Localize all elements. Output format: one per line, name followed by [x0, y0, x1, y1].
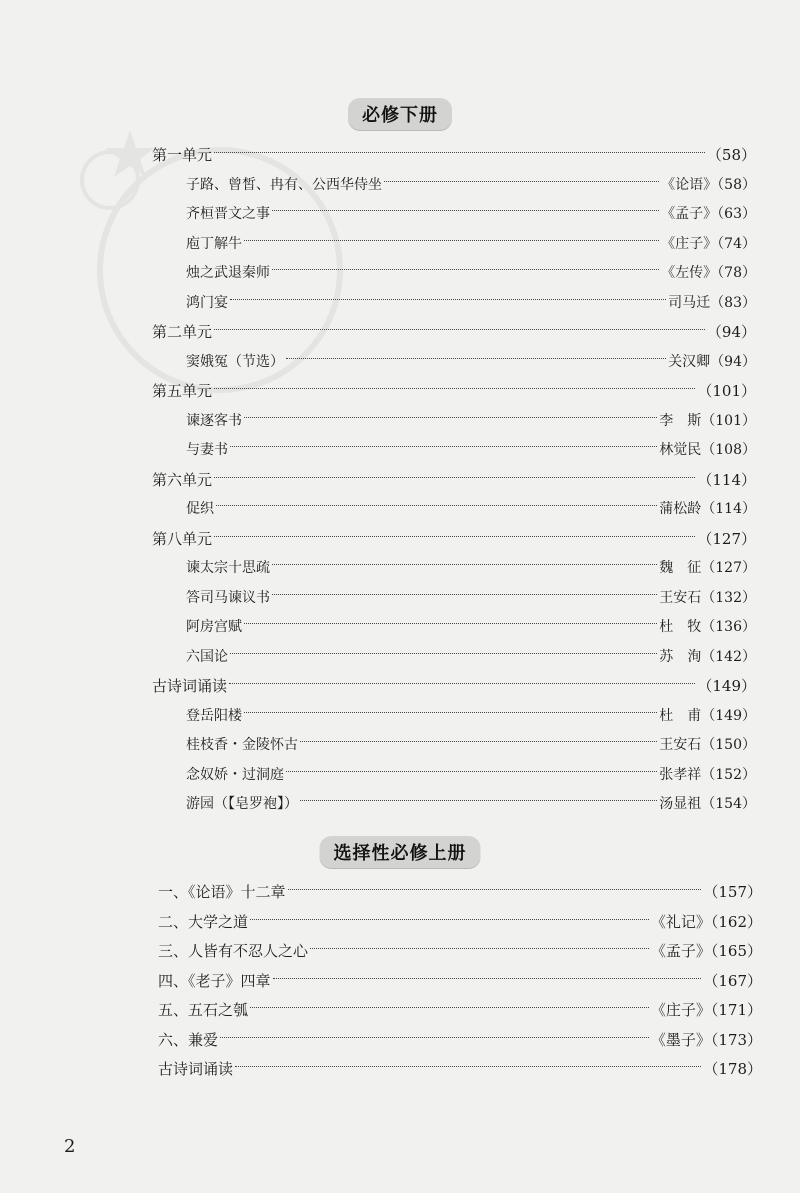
toc-entry-source: 王安石	[659, 737, 702, 753]
toc-entry-row[interactable]	[186, 260, 756, 286]
toc-entry-title: 六、兼爱	[158, 1030, 219, 1049]
toc-entry-title: 与妻书	[186, 442, 228, 458]
toc-entry-title: 第二单元	[152, 323, 213, 341]
dot-leader	[214, 477, 695, 478]
toc-entry-row[interactable]	[158, 1056, 762, 1082]
toc-entry-page: （83）	[710, 294, 756, 311]
toc-entry-title: 第一单元	[152, 146, 213, 164]
toc-entry-source: 《礼记》	[650, 912, 711, 931]
dot-leader	[235, 1066, 701, 1067]
toc-entry-page: （108）	[701, 442, 756, 458]
dot-leader	[244, 417, 657, 418]
toc-entry-title: 一、《论语》十二章	[158, 883, 286, 901]
toc-entry-row[interactable]	[186, 644, 756, 670]
toc-entry-trail	[659, 585, 756, 611]
toc-entry-source: 关汉卿	[668, 353, 711, 370]
toc-entry-source: 魏 征	[659, 560, 702, 576]
dot-leader	[286, 771, 657, 772]
toc-entry-page: （150）	[701, 737, 756, 753]
toc-entry-page: （78）	[717, 265, 756, 281]
toc-entry-trail	[659, 496, 756, 522]
toc-entry-page: （154）	[701, 796, 756, 812]
toc-entry-source: 《左传》	[661, 265, 718, 281]
dot-leader	[286, 358, 666, 359]
toc-entry-title: 子路、曾皙、冉有、公西华侍坐	[186, 176, 382, 193]
toc-entry-page: （157）	[703, 883, 762, 901]
toc-entry-page: （58）	[706, 146, 756, 164]
toc-entry-title: 桂枝香・金陵怀古	[186, 737, 298, 753]
dot-leader	[229, 683, 695, 684]
toc-entry-trail	[707, 142, 756, 168]
toc-entry-trail	[661, 201, 756, 227]
dot-leader	[244, 623, 657, 624]
dot-leader	[230, 446, 657, 447]
toc-entry-page: （136）	[701, 619, 756, 635]
toc-entry-trail	[651, 909, 762, 935]
toc-entry-title: 庖丁解牛	[186, 235, 242, 252]
toc-entry-row[interactable]	[186, 231, 756, 257]
toc-entry-trail	[697, 467, 756, 493]
dot-leader	[310, 948, 649, 949]
toc-entry-title: 三、人皆有不忍人之心	[158, 942, 309, 960]
toc-entry-trail	[703, 879, 762, 905]
toc-entry-row[interactable]	[186, 614, 756, 640]
toc-entry-row[interactable]	[158, 909, 762, 935]
toc-entry-source: 李 斯	[659, 412, 702, 429]
toc-entry-row[interactable]	[186, 732, 756, 758]
dot-leader	[214, 329, 705, 330]
toc-entry-row[interactable]	[158, 1027, 762, 1053]
toc-entry-title: 窦娥冤（节选）	[186, 353, 284, 370]
toc-entry-title: 谏逐客书	[186, 412, 242, 429]
dot-leader	[214, 536, 695, 537]
toc-entry-trail	[707, 319, 756, 345]
toc-entry-trail	[659, 791, 756, 817]
dot-leader	[244, 712, 657, 713]
toc-entry-title: 谏太宗十思疏	[186, 560, 270, 576]
dot-leader	[250, 919, 649, 920]
toc-entry-page: （74）	[717, 235, 756, 252]
toc-unit-row[interactable]	[152, 526, 756, 552]
dot-leader	[216, 505, 657, 506]
toc-unit-row[interactable]	[152, 378, 756, 404]
toc-entry-title: 第六单元	[152, 470, 213, 489]
toc-entry-source: 《墨子》	[650, 1030, 711, 1049]
toc-entry-title: 答司马谏议书	[186, 589, 270, 606]
toc-entry-row[interactable]	[158, 997, 762, 1023]
toc-entry-page: （127）	[697, 529, 756, 548]
toc-entry-title: 四、《老子》四章	[158, 971, 271, 990]
toc-entry-source: 《庄子》	[661, 235, 718, 252]
toc-entry-page: （94）	[710, 353, 756, 370]
page-number: 2	[64, 1136, 76, 1157]
toc-unit-row[interactable]	[152, 142, 756, 168]
toc-entry-trail	[651, 1027, 762, 1053]
toc-entry-page: （101）	[701, 412, 756, 429]
toc-entry-row[interactable]	[186, 408, 756, 434]
toc-entry-trail	[661, 260, 756, 286]
toc-entry-page: （171）	[710, 1001, 762, 1019]
dot-leader	[288, 889, 702, 890]
toc-entry-page: （152）	[701, 766, 756, 783]
toc-entry-source: 《论语》	[661, 176, 718, 193]
toc-entry-row[interactable]	[158, 968, 762, 994]
toc-entry-title: 二、大学之道	[158, 912, 249, 931]
dot-leader	[244, 240, 659, 241]
toc-entry-row[interactable]	[186, 703, 756, 729]
toc-entry-row[interactable]	[186, 496, 756, 522]
dot-leader	[214, 152, 705, 153]
toc-entry-trail	[661, 172, 756, 198]
toc-entry-trail	[659, 762, 756, 788]
toc-entry-page: （58）	[717, 176, 756, 193]
toc-entry-title: 第八单元	[152, 529, 213, 548]
toc-entry-title: 古诗词诵读	[158, 1060, 234, 1078]
toc-entry-page: （165）	[710, 942, 762, 960]
toc-entry-trail	[659, 614, 756, 640]
section-title-bixiu-xiace: 必修下册	[348, 98, 452, 130]
toc-entry-source: 司马迁	[668, 294, 711, 311]
dot-leader	[230, 653, 657, 654]
toc-entry-row[interactable]	[186, 290, 756, 316]
toc-entry-row[interactable]	[186, 555, 756, 581]
toc-entry-source: 林觉民	[659, 442, 702, 458]
toc-entry-title: 五、五石之瓠	[158, 1001, 249, 1019]
toc-entry-page: （114）	[701, 501, 756, 517]
toc-entry-page: （167）	[703, 971, 762, 990]
toc-entry-source: 杜 牧	[659, 619, 702, 635]
dot-leader	[220, 1037, 649, 1038]
toc-entry-trail	[697, 378, 756, 404]
toc-entry-trail	[668, 290, 756, 316]
dot-leader	[272, 269, 659, 270]
toc-entry-trail	[659, 703, 756, 729]
section-title-xuanze-shangce: 选择性必修上册	[320, 836, 481, 868]
dot-leader	[272, 594, 657, 595]
toc-entry-trail	[668, 349, 756, 375]
toc-entry-source: 杜 甫	[659, 707, 702, 724]
toc-entry-title: 烛之武退秦师	[186, 265, 270, 281]
toc-entry-trail	[703, 1056, 762, 1082]
toc-entry-row[interactable]	[186, 201, 756, 227]
toc-entry-source: 张孝祥	[659, 766, 702, 783]
toc-entry-trail	[659, 732, 756, 758]
toc-entry-page: （173）	[710, 1030, 762, 1049]
toc-entry-title: 鸿门宴	[186, 294, 228, 311]
toc-entry-source: 《孟子》	[661, 206, 718, 222]
toc-entry-row[interactable]	[186, 172, 756, 198]
toc-entry-page: （127）	[701, 560, 756, 576]
dot-leader	[384, 181, 659, 182]
toc-entry-row[interactable]	[186, 791, 756, 817]
dot-leader	[272, 210, 659, 211]
toc-entry-source: 《孟子》	[650, 942, 711, 960]
toc-entry-source: 苏 洵	[659, 648, 702, 665]
toc-entry-row[interactable]	[158, 938, 762, 964]
toc-entry-trail	[661, 231, 756, 257]
toc-entry-trail	[697, 673, 756, 699]
toc-entry-title: 第五单元	[152, 382, 213, 400]
toc-entry-page: （162）	[710, 912, 762, 931]
toc-entry-page: （178）	[703, 1060, 762, 1078]
toc-entry-source: 《庄子》	[650, 1001, 711, 1019]
toc-entry-source: 王安石	[659, 589, 702, 606]
toc-entry-trail	[651, 938, 762, 964]
toc-entry-row[interactable]	[186, 762, 756, 788]
dot-leader	[272, 564, 657, 565]
toc-entry-title: 齐桓晋文之事	[186, 206, 270, 222]
toc-entry-title: 登岳阳楼	[186, 707, 242, 724]
toc-unit-row[interactable]	[152, 673, 756, 699]
toc-entry-title: 促织	[186, 501, 214, 517]
toc-entry-title: 阿房宫赋	[186, 619, 242, 635]
toc-entry-title: 六国论	[186, 648, 228, 665]
toc-entry-page: （101）	[697, 382, 756, 400]
toc-entry-trail	[659, 644, 756, 670]
toc-entry-page: （63）	[717, 206, 756, 222]
toc-entry-row[interactable]	[186, 349, 756, 375]
toc-entry-row[interactable]	[158, 879, 762, 905]
toc-entry-trail	[659, 408, 756, 434]
dot-leader	[250, 1007, 649, 1008]
toc-entry-row[interactable]	[186, 585, 756, 611]
toc-entry-trail	[651, 997, 762, 1023]
toc-entry-source: 蒲松龄	[659, 501, 702, 517]
toc-unit-row[interactable]	[152, 467, 756, 493]
toc-unit-row[interactable]	[152, 319, 756, 345]
toc-entry-trail	[659, 437, 756, 463]
toc-entry-page: （149）	[697, 677, 756, 695]
dot-leader	[300, 741, 657, 742]
dot-leader	[273, 978, 702, 979]
dot-leader	[214, 388, 695, 389]
toc-entry-title: 古诗词诵读	[152, 677, 228, 695]
toc-entry-trail	[703, 968, 762, 994]
dot-leader	[230, 299, 666, 300]
toc-entry-source: 汤显祖	[659, 796, 702, 812]
toc-entry-page: （94）	[706, 323, 756, 341]
toc-entry-page: （149）	[701, 707, 756, 724]
toc-entry-trail	[659, 555, 756, 581]
toc-entry-page: （142）	[701, 648, 756, 665]
toc-entry-title: 游园（【皂罗袍】）	[186, 796, 298, 812]
toc-entry-page: （132）	[701, 589, 756, 606]
dot-leader	[300, 800, 657, 801]
toc-entry-page: （114）	[697, 470, 756, 489]
toc-entry-title: 念奴娇・过洞庭	[186, 766, 284, 783]
toc-entry-trail	[697, 526, 756, 552]
toc-entry-row[interactable]	[186, 437, 756, 463]
